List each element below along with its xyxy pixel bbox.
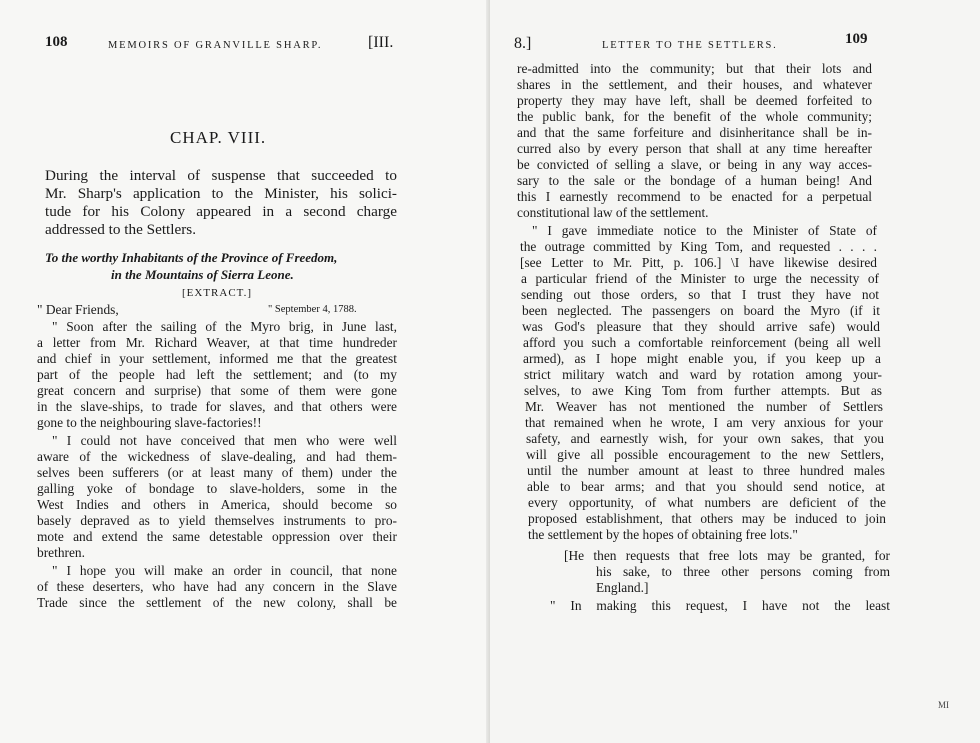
opening-line: tude for his Colony appeared in a second charge <box>45 203 397 220</box>
opening-line: During the interval of suspense that succeeded to <box>45 167 397 184</box>
address-line: in the Mountains of Sierra Leone. <box>111 267 294 282</box>
body-line: of these deserters, who have had any concern in the Slave <box>37 579 397 594</box>
body-line: sending out those orders, so that I trust they have not <box>521 287 879 302</box>
body-line: will give all possible encouragement to the new Settlers, <box>526 447 884 462</box>
body-line: and chief in your settlement, informed me that the greatest <box>37 351 397 366</box>
body-line: West Indies and others in America, should become so <box>37 497 397 512</box>
body-line: that remained when he wrote, I am very anxious for your <box>525 415 883 430</box>
note-line: his sake, to three other persons coming from <box>596 564 890 579</box>
body-line: in the slave-ships, to trade for slaves, and that others were <box>37 399 397 414</box>
opening-line: addressed to the Settlers. <box>45 221 196 238</box>
body-line: be convicted of selling a slave, or being in any way acces- <box>517 157 872 172</box>
extract-label: [EXTRACT.] <box>182 287 252 299</box>
body-line: the settlement by the hopes of obtaining free lots." <box>528 527 798 542</box>
address-line: To the worthy Inhabitants of the Province of Freedom, <box>45 250 338 265</box>
body-line: " I gave immediate notice to the Minister of State of <box>532 223 877 238</box>
body-line: aware of the wickedness of slave-dealing, and had them- <box>37 449 397 464</box>
body-line: and that the same forfeiture and disinheritance shall be in- <box>517 125 872 140</box>
body-line: sary to the sale or the bondage of a human being! And <box>517 173 872 188</box>
note-line: England.] <box>596 580 649 595</box>
body-line: until the number amount at least to three hundred males <box>527 463 885 478</box>
body-line: constitutional law of the settlement. <box>517 205 709 220</box>
body-line: basely depraved as to yield themselves instruments to pro- <box>37 513 397 528</box>
body-line: part of the people had left the settlement; and (to my <box>37 367 397 382</box>
section-mark-left: [III. <box>368 34 394 51</box>
page-number-left: 108 <box>45 34 68 50</box>
body-line: the public bank, for the benefit of the whole community; <box>517 109 872 124</box>
body-line: great concern and surprise) that some of them were gone <box>37 383 397 398</box>
running-head-left: MEMOIRS OF GRANVILLE SHARP. <box>108 40 323 51</box>
right-page <box>490 0 980 743</box>
body-line: gone to the neighbouring slave-factories!! <box>37 415 262 430</box>
chapter-title: CHAP. VIII. <box>170 128 267 147</box>
body-line: a particular friend of the Minister to urge the necessity of <box>521 271 879 286</box>
body-line: mote and extend the same detestable oppression over their <box>37 529 397 544</box>
body-line: a letter from Mr. Richard Weaver, at that time hundreder <box>37 335 397 350</box>
running-head-right: LETTER TO THE SETTLERS. <box>602 40 778 51</box>
letter-date: " September 4, 1788. <box>268 304 357 315</box>
body-line: " I hope you will make an order in council, that none <box>52 563 397 578</box>
page-number-right: 109 <box>845 31 868 47</box>
salutation: " Dear Friends, <box>37 302 119 317</box>
section-mark-right: 8.] <box>514 35 532 52</box>
body-line: Trade since the settlement of the new colony, shall be <box>37 595 397 610</box>
body-line: safety, and earnestly wish, for your own sakes, that you <box>526 431 884 446</box>
opening-line: Mr. Sharp's application to the Minister, his solici- <box>45 185 397 202</box>
body-line: " Soon after the sailing of the Myro brig, in June last, <box>52 319 397 334</box>
note-line: [He then requests that free lots may be granted, for <box>564 548 890 563</box>
body-line: [see Letter to Mr. Pitt, p. 106.] \I have likewise desired <box>520 255 877 270</box>
corner-mark: MI <box>938 700 949 710</box>
body-line: selves been sufferers (or at least many of them) under the <box>37 465 397 480</box>
body-line: re-admitted into the community; but that their lots and <box>517 61 872 76</box>
body-line: curred also by every person that shall at any time hereafter <box>517 141 872 156</box>
body-line: Mr. Weaver has not mentioned the number of Settlers <box>525 399 883 414</box>
body-line: strict military watch and ward by rotation among your- <box>524 367 882 382</box>
body-line: been neglected. The passengers on board the Myro (if it <box>522 303 880 318</box>
body-line: every opportunity, of what numbers are deficient of the <box>528 495 886 510</box>
body-line: " I could not have conceived that men who were well <box>52 433 397 448</box>
body-line: afford you such a comfortable reinforcement (being all well <box>523 335 881 350</box>
body-line: proposed establishment, that others may be induced to join <box>528 511 886 526</box>
body-line: the outrage committed by King Tom, and requested . . . . <box>520 239 877 254</box>
body-line: property they may have left, shall be deemed forfeited to <box>517 93 872 108</box>
body-line: armed), as I hope might enable you, if you keep up a <box>523 351 881 366</box>
body-line: selves, to awe King Tom from further attempts. But as <box>524 383 882 398</box>
body-line: able to bear arms; and that you should send notice, at <box>527 479 885 494</box>
body-line: this I earnestly recommend to be enacted for a perpetual <box>517 189 872 204</box>
body-line: brethren. <box>37 545 85 560</box>
body-line: galling yoke of bondage to slave-holders, some in the <box>37 481 397 496</box>
body-line: shares in the settlement, and their houses, and whatever <box>517 77 872 92</box>
body-line: was God's pleasure that they should arrive safe) would <box>522 319 880 334</box>
final-line: " In making this request, I have not the least <box>550 598 890 613</box>
